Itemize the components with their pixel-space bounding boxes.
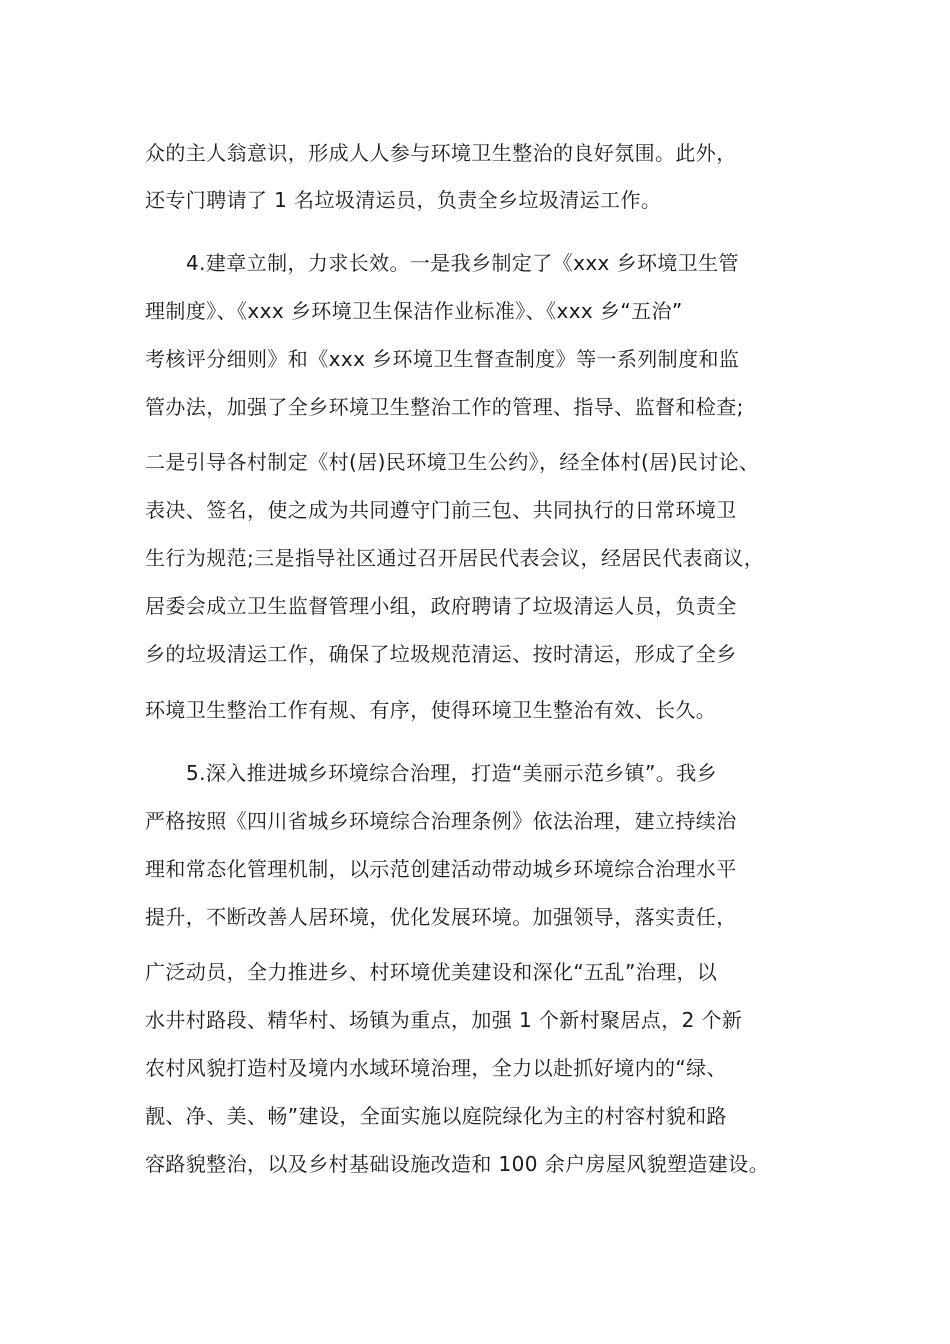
paragraph-3-line-4: 提升，不断改善人居环境，优化发展环境。加强领导，落实责任， (145, 905, 737, 929)
paragraph-2-line-4: 管办法，加强了全乡环境卫生整治工作的管理、指导、监督和检查; (145, 395, 744, 419)
paragraph-2-line-7: 生行为规范;三是指导社区通过召开居民代表会议，经居民代表商议， (145, 546, 765, 570)
paragraph-2-line-2: 理制度》、《xxx 乡环境卫生保洁作业标准》、《xxx 乡“五治” (145, 299, 683, 323)
paragraph-3-line-7: 农村风貌打造村及境内水域环境治理，全力以赴抓好境内的“绿、 (145, 1056, 727, 1080)
paragraph-3-line-2: 严格按照《四川省城乡环境综合治理条例》依法治理，建立持续治 (145, 809, 737, 833)
paragraph-2-line-9: 乡的垃圾清运工作，确保了垃圾规范清运、按时清运，形成了全乡 (145, 642, 737, 666)
paragraph-2-line-10: 环境卫生整治工作有规、有序，使得环境卫生整治有效、长久。 (145, 698, 717, 722)
paragraph-3-line-9: 容路貌整治，以及乡村基础设施改造和 100 余户房屋风貌塑造建设。 (145, 1152, 770, 1176)
paragraph-2-line-5: 二是引导各村制定《村(居)民环境卫生公约》，经全体村(居)民讨论、 (145, 450, 760, 474)
paragraph-1-line-2: 还专门聘请了 1 名垃圾清运员，负责全乡垃圾清运工作。 (145, 188, 662, 212)
paragraph-3-line-5: 广泛动员，全力推进乡、村环境优美建设和深化“五乱”治理，以 (145, 960, 718, 984)
paragraph-1-line-1: 众的主人翁意识，形成人人参与环境卫生整治的良好氛围。此外， (145, 141, 737, 165)
paragraph-2-line-3: 考核评分细则》和《xxx 乡环境卫生督查制度》等一系列制度和监 (145, 347, 740, 371)
paragraph-3-line-6: 水井村路段、精华村、场镇为重点，加强 1 个新村聚居点，2 个新 (145, 1008, 743, 1032)
paragraph-3-line-8: 靓、净、美、畅”建设，全面实施以庭院绿化为主的村容村貌和路 (145, 1104, 727, 1128)
paragraph-3-line-3: 理和常态化管理机制，以示范创建活动带动城乡环境综合治理水平 (145, 857, 737, 881)
paragraph-2-line-1: 4.建章立制，力求长效。一是我乡制定了《xxx 乡环境卫生管 (186, 251, 739, 275)
paragraph-2-line-6: 表决、签名，使之成为共同遵守门前三包、共同执行的日常环境卫 (145, 498, 737, 522)
paragraph-3-line-1: 5.深入推进城乡环境综合治理，打造“美丽示范乡镇”。我乡 (186, 761, 718, 785)
paragraph-2-line-8: 居委会成立卫生监督管理小组，政府聘请了垃圾清运人员，负责全 (145, 594, 737, 618)
